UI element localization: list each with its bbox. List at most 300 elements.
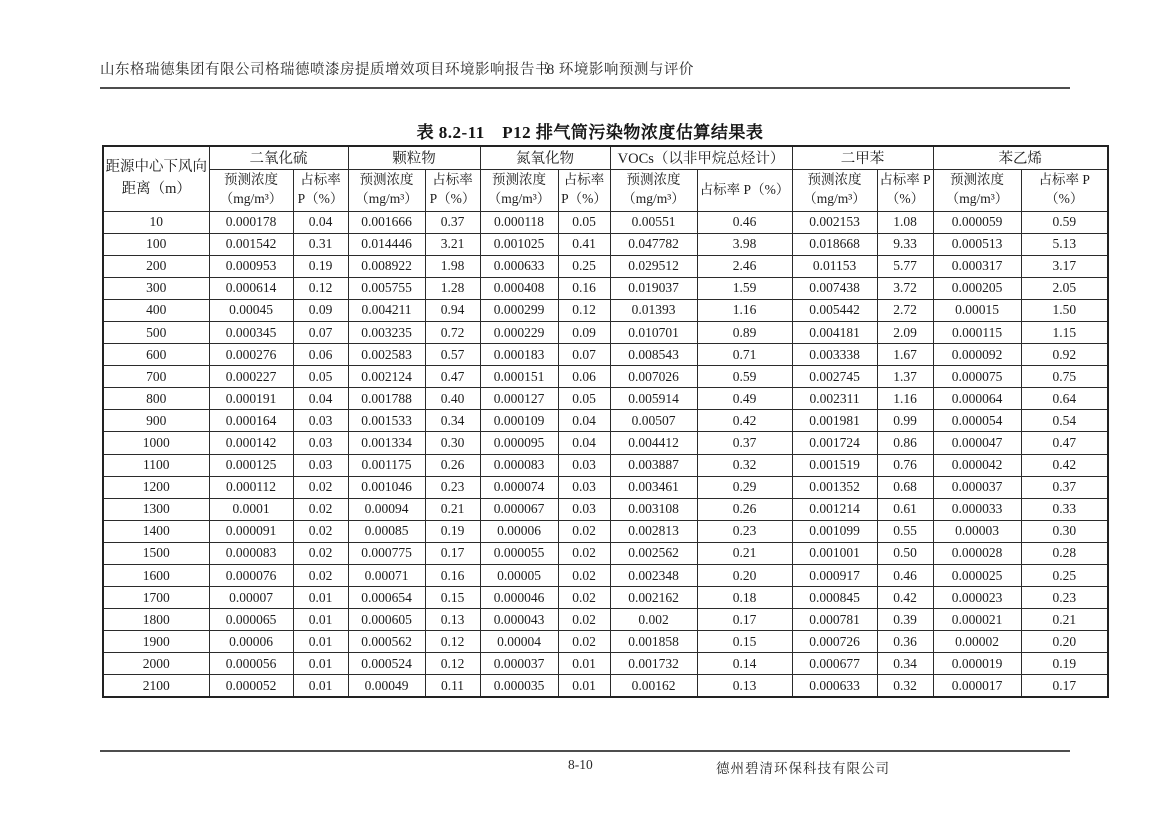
value-cell: 0.05 [558,211,610,233]
value-cell: 0.001788 [348,388,425,410]
value-cell: 0.000781 [792,609,877,631]
value-cell: 0.42 [697,410,792,432]
table-row [103,587,1108,609]
value-cell: 0.000164 [209,410,293,432]
value-cell: 0.047782 [610,233,697,255]
ratio-unit: P（%） [297,191,344,206]
value-cell: 0.01 [293,631,348,653]
value-cell: 0.000021 [933,609,1021,631]
value-cell: 0.001025 [480,233,558,255]
value-cell: 5.77 [877,255,933,277]
value-cell: 0.19 [425,520,480,542]
value-cell: 0.47 [425,366,480,388]
footer-rule [100,750,1070,752]
distance-cell: 1900 [103,631,209,653]
value-cell: 0.002153 [792,211,877,233]
value-cell: 0.41 [558,233,610,255]
table-row [103,299,1108,321]
table-row [103,565,1108,587]
value-cell: 0.007026 [610,366,697,388]
value-cell: 0.00162 [610,675,697,697]
value-cell: 0.001214 [792,498,877,520]
value-cell: 0.01393 [610,299,697,321]
value-cell: 0.000654 [348,587,425,609]
value-cell: 0.17 [425,542,480,564]
distance-cell: 300 [103,277,209,299]
table-row [103,498,1108,520]
value-cell: 9.33 [877,233,933,255]
value-cell: 0.001666 [348,211,425,233]
value-cell: 0.06 [558,366,610,388]
value-cell: 0.00004 [480,631,558,653]
value-cell: 0.05 [558,388,610,410]
table-row [103,277,1108,299]
value-cell: 0.001334 [348,432,425,454]
conc-unit: （mg/m³） [622,191,685,206]
value-cell: 0.00507 [610,410,697,432]
value-cell: 0.13 [697,675,792,697]
value-cell: 0.000605 [348,609,425,631]
value-cell: 0.61 [877,498,933,520]
styrene-conc-header [933,169,1021,211]
value-cell: 0.23 [425,476,480,498]
value-cell: 0.15 [425,587,480,609]
value-cell: 0.13 [425,609,480,631]
table-row [103,542,1108,564]
value-cell: 0.000037 [480,653,558,675]
value-cell: 0.005914 [610,388,697,410]
chapter-title: 8 环境影响预测与评价 [547,62,694,78]
value-cell: 0.00006 [480,520,558,542]
value-cell: 0.000091 [209,520,293,542]
value-cell: 0.02 [558,565,610,587]
value-cell: 0.001175 [348,454,425,476]
value-cell: 0.000677 [792,653,877,675]
value-cell: 0.008922 [348,255,425,277]
ratio-unit: P（%） [429,191,476,206]
value-cell: 0.000614 [209,277,293,299]
value-cell: 0.000092 [933,344,1021,366]
value-cell: 0.001981 [792,410,877,432]
value-cell: 0.001732 [610,653,697,675]
value-cell: 0.000043 [480,609,558,631]
value-cell: 0.000074 [480,476,558,498]
value-cell: 0.21 [425,498,480,520]
table-body [103,211,1108,697]
value-cell: 0.18 [697,587,792,609]
value-cell: 0.000083 [480,454,558,476]
distance-cell: 600 [103,344,209,366]
group-header-xylene: 二甲苯 [792,146,933,169]
value-cell: 0.003461 [610,476,697,498]
distance-cell: 1000 [103,432,209,454]
value-cell: 3.72 [877,277,933,299]
value-cell: 0.00049 [348,675,425,697]
value-cell: 0.86 [877,432,933,454]
company-name: 德州碧清环保科技有限公司 [716,761,890,776]
value-cell: 0.04 [558,432,610,454]
value-cell: 0.15 [697,631,792,653]
value-cell: 0.26 [697,498,792,520]
table-row [103,476,1108,498]
table-row [103,520,1108,542]
value-cell: 0.07 [558,344,610,366]
page-number: 8-10 [568,757,593,772]
value-cell: 0.02 [293,520,348,542]
table-row [103,609,1108,631]
table-row [103,432,1108,454]
value-cell: 0.000075 [933,366,1021,388]
distance-cell: 2100 [103,675,209,697]
value-cell: 3.98 [697,233,792,255]
distance-header-line2: 距离（m） [121,180,191,197]
table-row [103,211,1108,233]
value-cell: 0.00551 [610,211,697,233]
distance-cell: 1800 [103,609,209,631]
value-cell: 0.99 [877,410,933,432]
value-cell: 0.000017 [933,675,1021,697]
value-cell: 0.000227 [209,366,293,388]
value-cell: 0.000125 [209,454,293,476]
value-cell: 0.09 [293,299,348,321]
value-cell: 0.31 [293,233,348,255]
value-cell: 0.40 [425,388,480,410]
distance-cell: 1400 [103,520,209,542]
value-cell: 0.003108 [610,498,697,520]
value-cell: 0.19 [1021,653,1108,675]
value-cell: 0.000408 [480,277,558,299]
distance-cell: 200 [103,255,209,277]
value-cell: 0.02 [293,498,348,520]
table-row [103,410,1108,432]
value-cell: 0.28 [1021,542,1108,564]
value-cell: 1.16 [877,388,933,410]
value-cell: 0.50 [877,542,933,564]
value-cell: 0.37 [697,432,792,454]
value-cell: 0.01153 [792,255,877,277]
value-cell: 0.000095 [480,432,558,454]
value-cell: 1.28 [425,277,480,299]
value-cell: 0.000052 [209,675,293,697]
value-cell: 0.001724 [792,432,877,454]
distance-cell: 700 [103,366,209,388]
value-cell: 0.01 [293,653,348,675]
distance-cell: 900 [103,410,209,432]
value-cell: 0.16 [425,565,480,587]
value-cell: 0.72 [425,321,480,343]
conc-label: 预测浓度 [807,172,862,188]
value-cell: 0.03 [558,476,610,498]
value-cell: 0.04 [293,388,348,410]
value-cell: 0.23 [1021,587,1108,609]
distance-cell: 1700 [103,587,209,609]
distance-cell: 1300 [103,498,209,520]
value-cell: 0.000127 [480,388,558,410]
value-cell: 0.000112 [209,476,293,498]
distance-cell: 1600 [103,565,209,587]
table-title: 表 8.2-11 P12 排气筒污染物浓度估算结果表 [416,123,764,142]
table-row [103,653,1108,675]
value-cell: 0.03 [558,454,610,476]
value-cell: 0.42 [877,587,933,609]
value-cell: 0.000025 [933,565,1021,587]
value-cell: 0.42 [1021,454,1108,476]
value-cell: 0.01 [293,587,348,609]
xylene-ratio-header [877,169,933,211]
value-cell: 0.000115 [933,321,1021,343]
value-cell: 0.02 [293,542,348,564]
table-row [103,366,1108,388]
value-cell: 0.11 [425,675,480,697]
value-cell: 0.002311 [792,388,877,410]
value-cell: 0.000845 [792,587,877,609]
header-row-groups [103,146,1108,169]
value-cell: 0.47 [1021,432,1108,454]
value-cell: 0.00002 [933,631,1021,653]
value-cell: 0.000064 [933,388,1021,410]
table-row [103,454,1108,476]
value-cell: 0.003235 [348,321,425,343]
value-cell: 0.30 [1021,520,1108,542]
table-row [103,631,1108,653]
value-cell: 0.005442 [792,299,877,321]
value-cell: 0.09 [558,321,610,343]
value-cell: 0.29 [697,476,792,498]
pm-conc-header [348,169,425,211]
distance-cell: 500 [103,321,209,343]
value-cell: 0.20 [1021,631,1108,653]
value-cell: 0.002813 [610,520,697,542]
ratio-unit: （%） [885,191,925,206]
value-cell: 0.33 [1021,498,1108,520]
value-cell: 0.004181 [792,321,877,343]
value-cell: 3.21 [425,233,480,255]
value-cell: 0.000083 [209,542,293,564]
value-cell: 0.00006 [209,631,293,653]
value-cell: 0.55 [877,520,933,542]
value-cell: 0.54 [1021,410,1108,432]
table-row [103,233,1108,255]
value-cell: 0.01 [293,609,348,631]
conc-unit: （mg/m³） [355,191,418,206]
value-cell: 0.71 [697,344,792,366]
value-cell: 0.000033 [933,498,1021,520]
value-cell: 0.02 [558,520,610,542]
value-cell: 0.000056 [209,653,293,675]
value-cell: 0.32 [877,675,933,697]
value-cell: 0.36 [877,631,933,653]
value-cell: 0.19 [293,255,348,277]
value-cell: 0.57 [425,344,480,366]
group-header-nox: 氮氧化物 [480,146,610,169]
value-cell: 0.23 [697,520,792,542]
value-cell: 0.02 [558,631,610,653]
value-cell: 0.029512 [610,255,697,277]
distance-header-line1: 距源中心下风向 [105,159,207,175]
value-cell: 0.001046 [348,476,425,498]
conc-label: 预测浓度 [359,172,414,188]
table-row [103,675,1108,697]
value-cell: 0.002124 [348,366,425,388]
value-cell: 0.46 [697,211,792,233]
value-cell: 0.37 [1021,476,1108,498]
nox-conc-header [480,169,558,211]
header-rule [100,87,1070,89]
value-cell: 0.00045 [209,299,293,321]
value-cell: 0.01 [558,653,610,675]
value-cell: 0.12 [293,277,348,299]
value-cell: 0.00071 [348,565,425,587]
value-cell: 0.000046 [480,587,558,609]
value-cell: 1.50 [1021,299,1108,321]
value-cell: 2.05 [1021,277,1108,299]
group-header-so2: 二氧化硫 [209,146,348,169]
ratio-unit: （%） [1045,191,1084,206]
value-cell: 0.000299 [480,299,558,321]
value-cell: 0.02 [558,609,610,631]
distance-column-header [103,146,209,211]
so2-ratio-header [293,169,348,211]
value-cell: 0.00007 [209,587,293,609]
value-cell: 0.008543 [610,344,697,366]
value-cell: 0.02 [293,476,348,498]
value-cell: 1.15 [1021,321,1108,343]
value-cell: 0.17 [1021,675,1108,697]
pollutant-concentration-table [102,145,1109,698]
value-cell: 0.000205 [933,277,1021,299]
table-row [103,321,1108,343]
value-cell: 0.001519 [792,454,877,476]
vocs-conc-header [610,169,697,211]
value-cell: 0.07 [293,321,348,343]
value-cell: 0.002583 [348,344,425,366]
value-cell: 0.49 [697,388,792,410]
value-cell: 0.26 [425,454,480,476]
value-cell: 0.00005 [480,565,558,587]
value-cell: 0.000633 [792,675,877,697]
distance-cell: 400 [103,299,209,321]
distance-cell: 2000 [103,653,209,675]
value-cell: 0.89 [697,321,792,343]
value-cell: 0.000054 [933,410,1021,432]
group-header-vocs: VOCs（以非甲烷总烃计） [610,146,792,169]
value-cell: 0.000065 [209,609,293,631]
value-cell: 0.001352 [792,476,877,498]
conc-unit: （mg/m³） [945,191,1009,206]
value-cell: 1.08 [877,211,933,233]
value-cell: 0.04 [293,211,348,233]
value-cell: 0.25 [558,255,610,277]
nox-ratio-header [558,169,610,211]
value-cell: 0.018668 [792,233,877,255]
value-cell: 1.59 [697,277,792,299]
value-cell: 0.21 [697,542,792,564]
value-cell: 0.000055 [480,542,558,564]
header-row-subcolumns [103,169,1108,211]
value-cell: 0.000276 [209,344,293,366]
value-cell: 0.17 [697,609,792,631]
value-cell: 0.12 [425,653,480,675]
value-cell: 0.04 [558,410,610,432]
value-cell: 0.002 [610,609,697,631]
conc-label: 预测浓度 [626,172,681,188]
value-cell: 0.12 [558,299,610,321]
value-cell: 0.00085 [348,520,425,542]
group-header-styrene: 苯乙烯 [933,146,1108,169]
value-cell: 0.000059 [933,211,1021,233]
value-cell: 0.000726 [792,631,877,653]
value-cell: 0.001001 [792,542,877,564]
value-cell: 1.37 [877,366,933,388]
value-cell: 0.000775 [348,542,425,564]
distance-cell: 1200 [103,476,209,498]
xylene-conc-header [792,169,877,211]
conc-unit: （mg/m³） [487,191,551,206]
value-cell: 0.34 [425,410,480,432]
value-cell: 0.007438 [792,277,877,299]
value-cell: 0.0001 [209,498,293,520]
conc-unit: （mg/m³） [803,191,866,206]
value-cell: 0.00003 [933,520,1021,542]
value-cell: 0.06 [293,344,348,366]
value-cell: 0.39 [877,609,933,631]
table-row [103,388,1108,410]
distance-cell: 800 [103,388,209,410]
so2-conc-header [209,169,293,211]
value-cell: 0.000042 [933,454,1021,476]
value-cell: 0.000562 [348,631,425,653]
value-cell: 0.019037 [610,277,697,299]
value-cell: 0.46 [877,565,933,587]
value-cell: 0.002348 [610,565,697,587]
report-title: 山东格瑞德集团有限公司格瑞德喷漆房提质增效项目环境影响报告书 [100,62,550,78]
value-cell: 0.003887 [610,454,697,476]
ratio-label: 占标率 P [1038,172,1090,188]
value-cell: 0.001542 [209,233,293,255]
value-cell: 0.02 [293,565,348,587]
value-cell: 0.01 [293,675,348,697]
value-cell: 0.000317 [933,255,1021,277]
value-cell: 0.00015 [933,299,1021,321]
pm-ratio-header [425,169,480,211]
value-cell: 0.000151 [480,366,558,388]
value-cell: 0.02 [558,542,610,564]
value-cell: 0.000524 [348,653,425,675]
vocs-ratio-header: 占标率 P（%） [697,169,792,211]
value-cell: 0.59 [697,366,792,388]
value-cell: 0.68 [877,476,933,498]
value-cell: 1.16 [697,299,792,321]
value-cell: 0.000028 [933,542,1021,564]
conc-label: 预测浓度 [950,172,1005,188]
ratio-unit: P（%） [561,191,607,206]
value-cell: 0.002562 [610,542,697,564]
value-cell: 0.002745 [792,366,877,388]
value-cell: 5.13 [1021,233,1108,255]
value-cell: 0.59 [1021,211,1108,233]
value-cell: 1.98 [425,255,480,277]
value-cell: 0.03 [293,432,348,454]
value-cell: 0.21 [1021,609,1108,631]
value-cell: 0.64 [1021,388,1108,410]
value-cell: 0.02 [558,587,610,609]
value-cell: 0.30 [425,432,480,454]
value-cell: 0.000633 [480,255,558,277]
distance-cell: 1500 [103,542,209,564]
distance-cell: 100 [103,233,209,255]
value-cell: 0.001858 [610,631,697,653]
value-cell: 0.34 [877,653,933,675]
